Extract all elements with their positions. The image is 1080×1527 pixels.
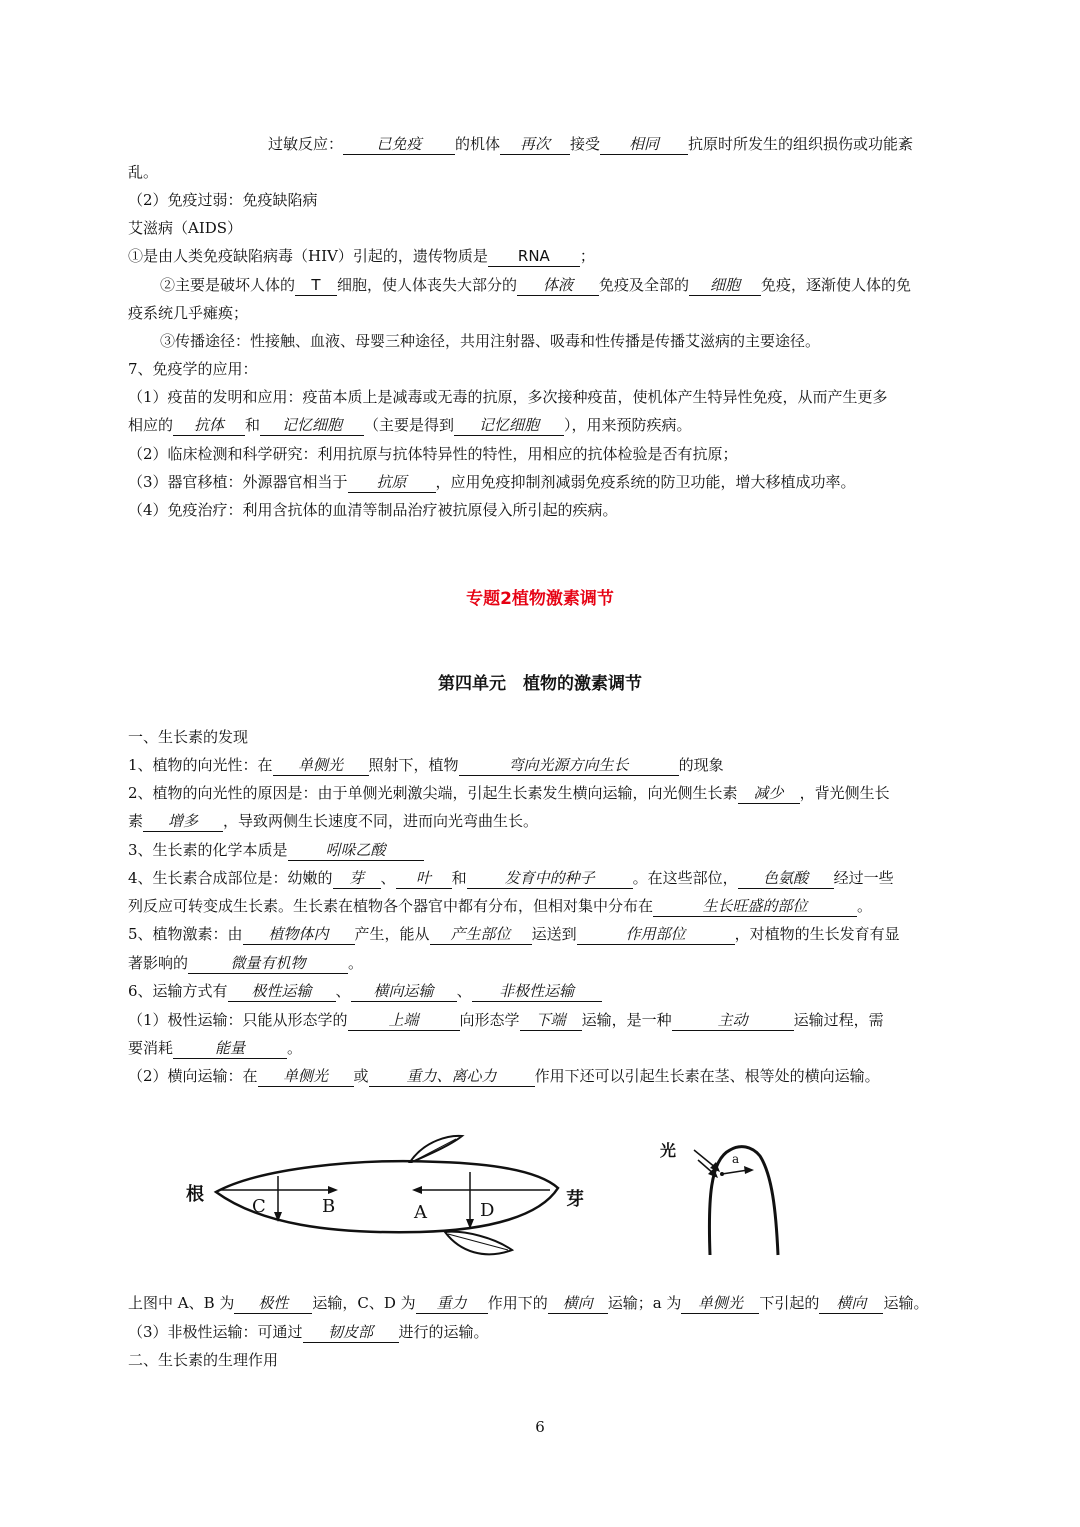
text-line: 2、植物的向光性的原因是：由于单侧光刺激尖端，引起生长素发生横向运输，向光侧生长素 减少 ，背光侧生长: [128, 784, 890, 802]
section-heading: 二、生长素的生理作用: [128, 1351, 279, 1369]
text-line: 要消耗 能量 。: [128, 1039, 303, 1057]
text-line: 7、免疫学的应用：: [128, 360, 258, 378]
text-line: 素 增多 ，导致两侧生长速度不同，进而向光弯曲生长。: [128, 812, 539, 830]
label-A: A: [414, 1202, 427, 1223]
page-number: 6: [535, 1418, 545, 1436]
seedling-figure: [180, 1130, 600, 1270]
text-line: 4、生长素合成部位是：幼嫩的 芽 、 叶 和 发育中的种子 。在这些部位， 色氨酸 经过一些: [128, 869, 894, 887]
text-line: 过敏反应： 已免疫 的机体 再次 接受 相同 抗原时所发生的组织损伤或功能紊: [268, 135, 914, 153]
text-line: 5、植物激素：由 植物体内 产生，能从 产生部位 运送到 作用部位 ，对植物的生长发育有显: [128, 925, 900, 943]
text-line: ③传播途径：性接触、血液、母婴三种途径，共用注射器、吸毒和性传播是传播艾滋病的主要途径。: [160, 332, 821, 350]
text-line: （2）横向运输：在 单侧光 或 重力、离心力 作用下还可以引起生长素在茎、根等处的横向运输。: [128, 1067, 880, 1085]
section-heading: 一、生长素的发现: [128, 728, 249, 746]
text-line: 上图中 A、B 为 极性 运输，C、D 为 重力 作用下的 横向 运输；a 为 单侧光 下引起的 横向 运输。: [128, 1294, 929, 1312]
text-line: 艾滋病（AIDS）: [128, 219, 243, 237]
text-line: 3、生长素的化学本质是 吲哚乙酸: [128, 840, 424, 861]
label-C: C: [252, 1196, 266, 1217]
text-line: 著影响的 微量有机物 。: [128, 954, 364, 972]
text-line: （3）非极性运输：可通过 韧皮部 进行的运输。: [128, 1323, 489, 1341]
text-line: 1、植物的向光性：在 单侧光 照射下，植物 弯向光源方向生长 的现象: [128, 756, 724, 774]
text-line: 列反应可转变成生长素。生长素在植物各个器官中都有分布，但相对集中分布在 生长旺盛的部位 。: [128, 897, 873, 915]
text-line: （2）临床检测和科学研究：利用抗原与抗体特异性的特性，用相应的抗体检验是否有抗原；: [128, 445, 738, 463]
text-line: （4）免疫治疗：利用含抗体的血清等制品治疗被抗原侵入所引起的疾病。: [128, 501, 618, 519]
text-line: 乱。: [128, 163, 159, 181]
label-B: B: [322, 1196, 336, 1217]
coleoptile-figure: [680, 1130, 800, 1260]
text-line: 疫系统几乎瘫痪；: [128, 304, 249, 322]
text-line: 6、运输方式有 极性运输 、 横向运输 、 非极性运输: [128, 981, 602, 1002]
text-line: （3）器官移植：外源器官相当于 抗原 ，应用免疫抑制剂减弱免疫系统的防卫功能，增大移植成功率。: [128, 473, 856, 491]
label-light: 光: [660, 1141, 677, 1160]
text-line: ①是由人类免疫缺陷病毒（HIV）引起的，遗传物质是 RNA ；: [128, 247, 595, 265]
text-line: （2）免疫过弱：免疫缺陷病: [128, 191, 318, 209]
label-bud: 芽: [566, 1189, 584, 1210]
topic-title: 专题2植物激素调节: [466, 589, 614, 609]
label-D: D: [480, 1200, 495, 1221]
text-line: （1）疫苗的发明和应用：疫苗本质上是减毒或无毒的抗原，多次接种疫苗，使机体产生特异性免疫，从而产生更多: [128, 388, 888, 406]
label-root: 根: [186, 1184, 204, 1205]
text-line: ②主要是破坏人体的 T 细胞，使人体丧失大部分的 体液 免疫及全部的 细胞 免疫，逐渐使人体的免: [160, 276, 912, 294]
text-line: （1）极性运输：只能从形态学的 上端 向形态学 下端 运输，是一种 主动 运输过程，需: [128, 1011, 884, 1029]
text-line: 相应的 抗体 和 记忆细胞 （主要是得到 记忆细胞 ），用来预防疾病。: [128, 416, 692, 434]
unit-title: 第四单元 植物的激素调节: [438, 674, 642, 694]
label-a: a: [732, 1152, 740, 1166]
